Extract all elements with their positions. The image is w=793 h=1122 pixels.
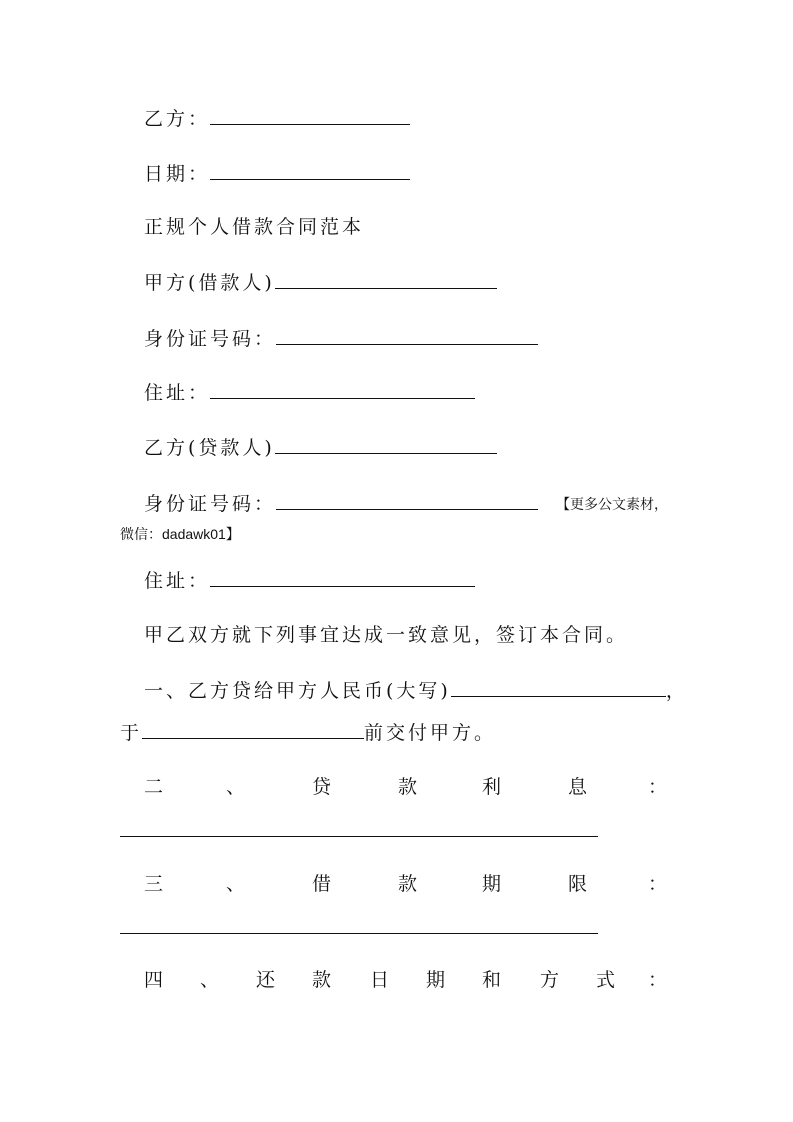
promo-note-1: 【更多公文素材， [556,496,668,512]
clause-2-char: ： [648,776,668,798]
clause-3-char: 限 [568,873,588,895]
clause-4-char: 期 [426,969,446,991]
clause-1-date-blank [142,720,364,739]
clause-4-char: 和 [482,969,502,991]
clause-3-char: 期 [482,873,502,895]
clause-4-char: ： [648,969,668,991]
id-number-label-2: 身份证号码： [144,493,277,515]
date-label: 日期： [144,163,211,185]
address-blank-2 [210,568,475,587]
party-b-line [144,106,410,131]
clause-3-char: 三 [144,873,164,895]
document-title: 正规个人借款合同范本 [144,216,365,238]
clause-4-heading [144,968,668,992]
clause-2-char: 息 [568,776,588,798]
clause-3-blank [120,933,598,934]
clause-1-text: 一、乙方贷给甲方人民币(大写) [144,680,451,702]
party-b-blank [210,106,410,125]
borrower-blank [275,270,497,289]
address-label-2: 住址： [144,570,211,592]
id-number-line-2 [144,491,538,516]
clause-2-char: 款 [398,776,418,798]
lender-line [144,435,497,460]
clause-1-amount-blank [451,678,666,697]
clause-3-heading [144,872,668,896]
clause-1-line-1 [144,678,688,703]
id-number-blank-1 [276,326,538,345]
borrower-line [144,270,497,295]
clause-1-comma: ， [665,680,688,702]
clause-3-char: 借 [312,873,332,895]
clause-2-char: 二 [144,776,164,798]
address-label-1: 住址： [144,382,211,404]
address-blank-1 [210,380,475,399]
clause-1-prefix: 于 [120,722,143,744]
clause-3-char: ： [648,873,668,895]
clause-4-char: 四 [144,969,164,991]
id-number-label-1: 身份证号码： [144,328,277,350]
date-line [144,161,410,186]
clause-4-char: 、 [200,969,220,991]
lender-label: 乙方(贷款人) [144,437,275,459]
clause-4-char: 还 [256,969,276,991]
clause-2-char: 贷 [312,776,332,798]
clause-2-char: 、 [226,776,246,798]
party-b-label: 乙方： [144,108,211,130]
address-line-2 [144,568,475,593]
clause-4-char: 方 [540,969,560,991]
clause-4-char: 款 [312,969,332,991]
clause-3-char: 款 [398,873,418,895]
clause-4-char: 式 [596,969,616,991]
id-number-blank-2 [276,491,538,510]
lender-blank [275,435,497,454]
agreement-intro: 甲乙双方就下列事宜达成一致意见，签订本合同。 [144,624,629,646]
clause-2-char: 利 [482,776,502,798]
clause-2-blank [120,836,598,837]
borrower-label: 甲方(借款人) [144,272,275,294]
clause-2-heading [144,775,668,799]
clause-4-char: 日 [370,969,390,991]
date-blank [210,161,410,180]
clause-1-line-2 [120,720,496,745]
promo-note-2: 微信：dadawk01】 [120,526,240,542]
id-number-line-1 [144,326,538,351]
address-line-1 [144,380,475,405]
clause-3-char: 、 [226,873,246,895]
clause-1-suffix: 前交付甲方。 [364,722,497,744]
